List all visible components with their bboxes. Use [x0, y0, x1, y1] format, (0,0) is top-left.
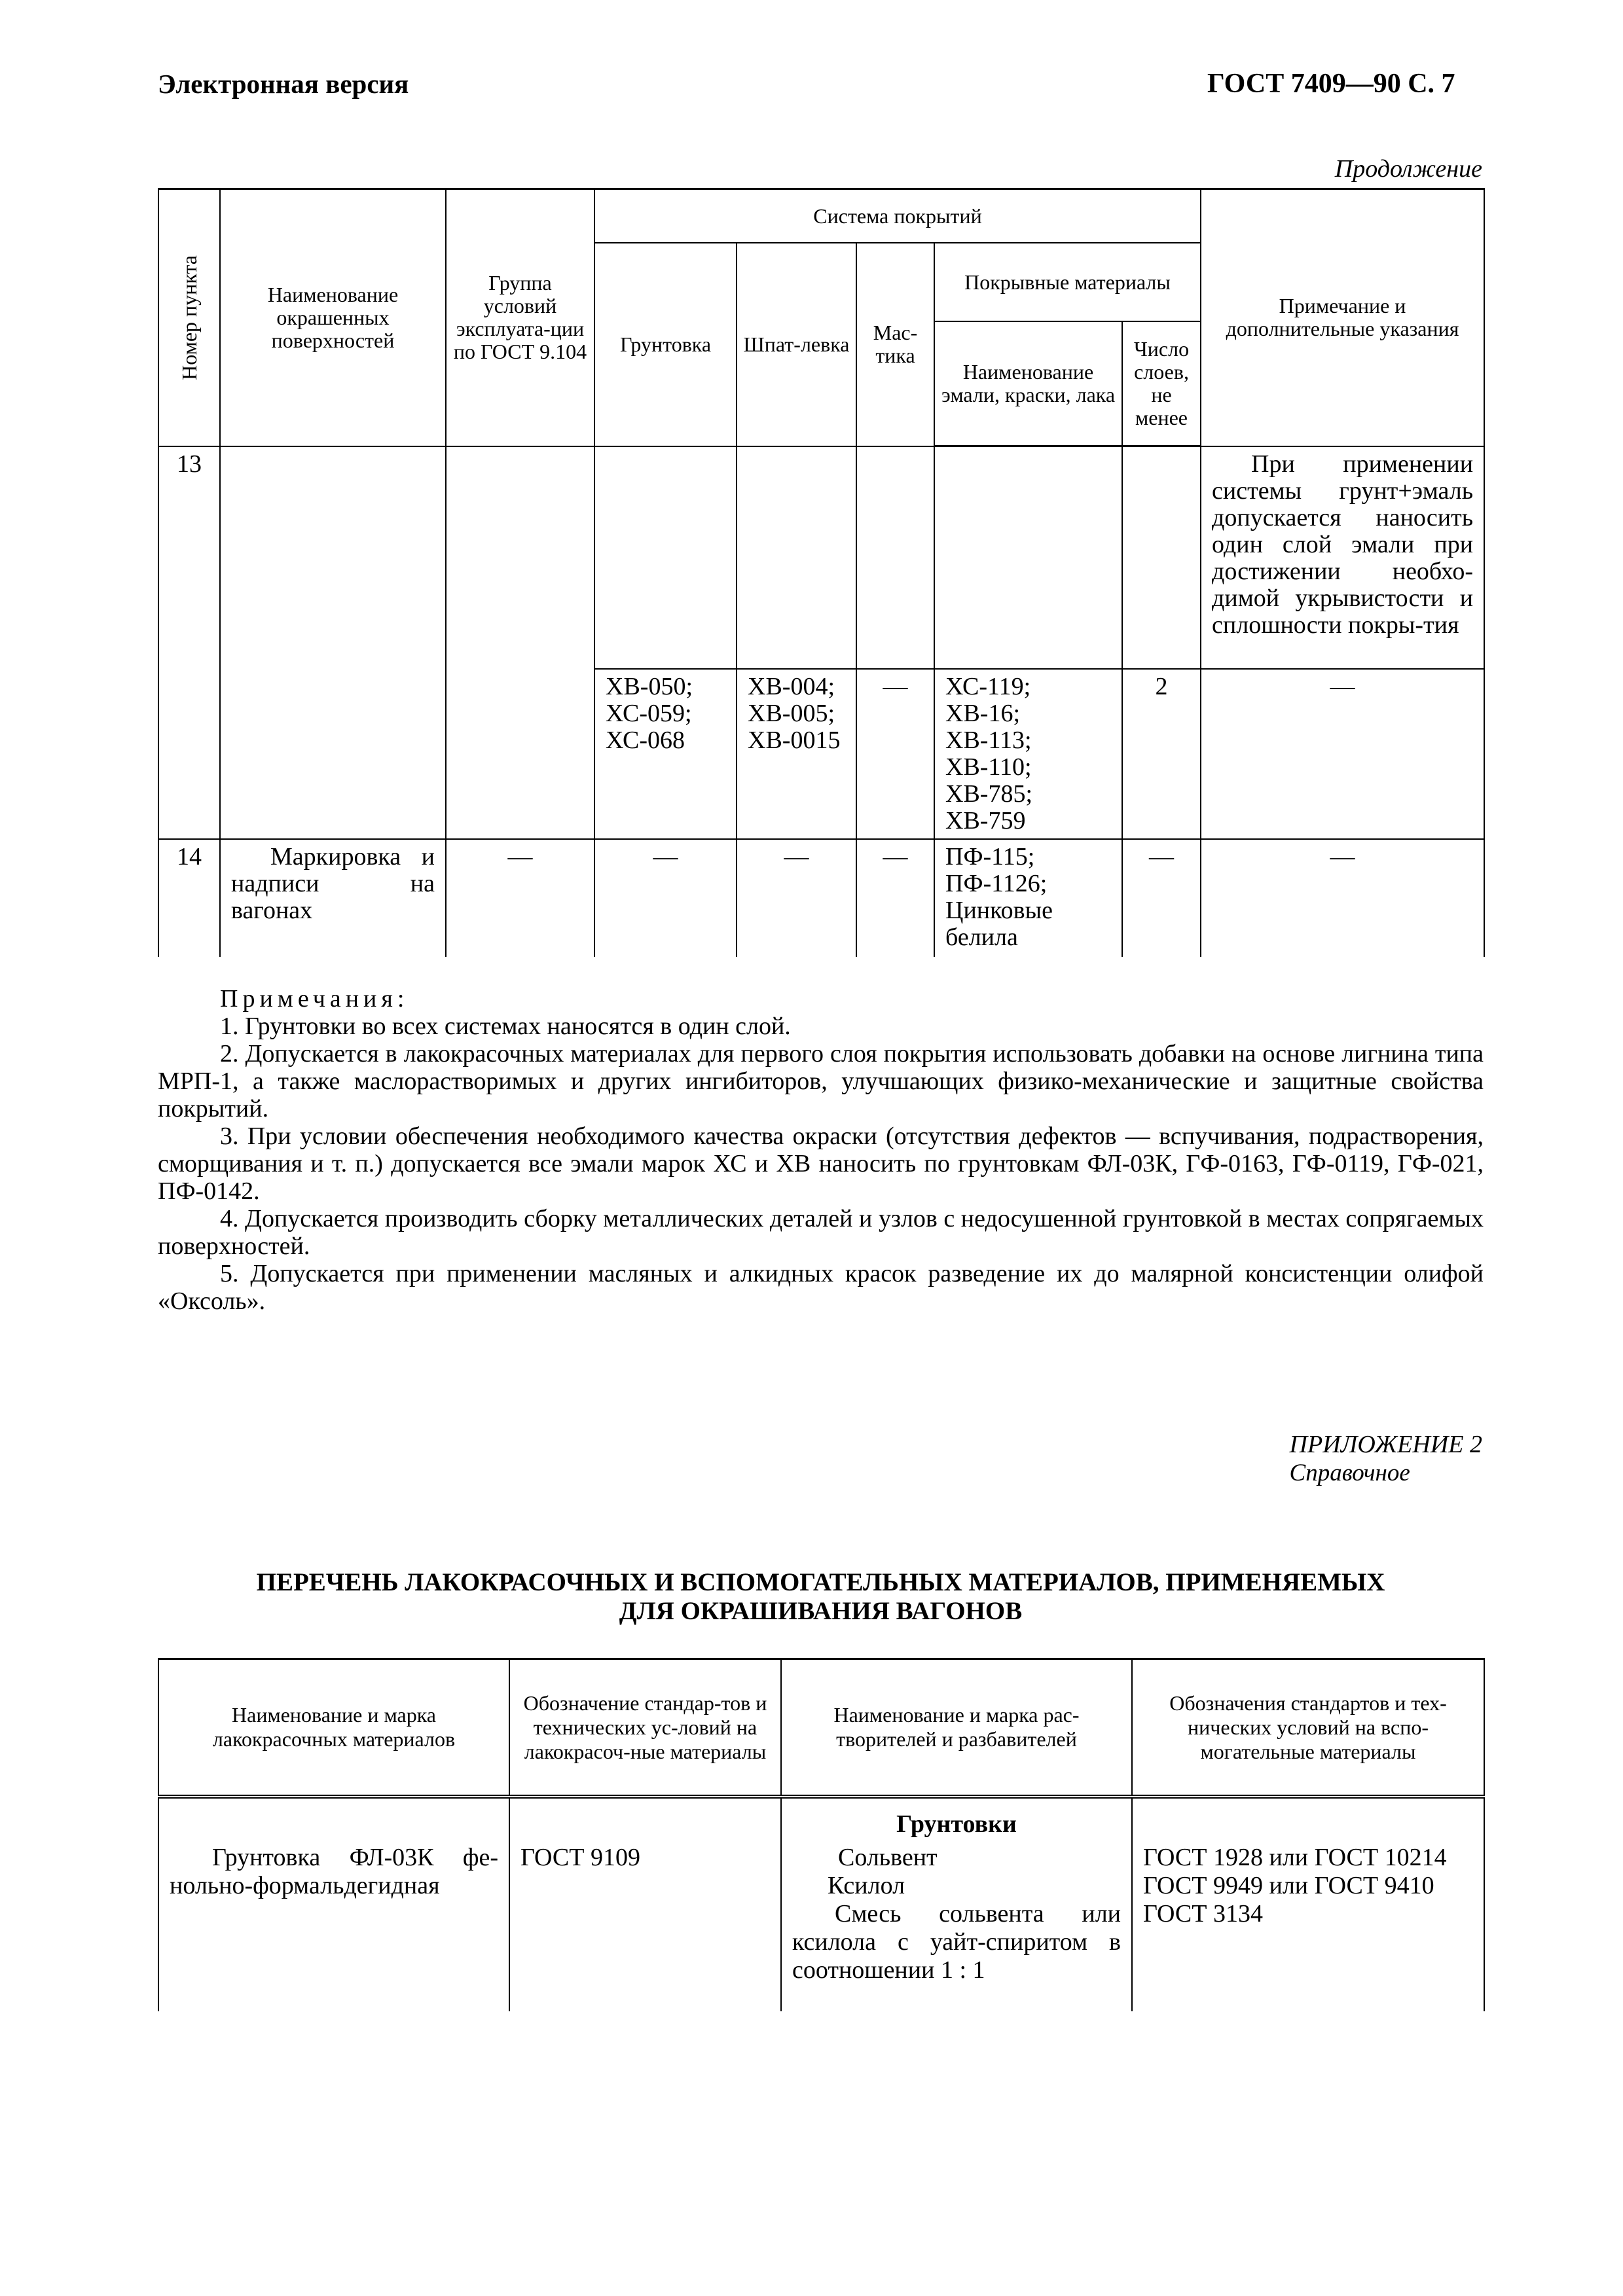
- note-item: 5. Допускается при применении масляных и алкидных красок разведение их до малярной консистенции олифой «Оксоль».: [158, 1260, 1484, 1315]
- col-header-primer: Грунтовка: [594, 243, 737, 446]
- col-header-layers: Число слоев, не менее: [1122, 321, 1201, 446]
- col-header: Наименование и марка рас-творителей и разбавителей: [781, 1659, 1132, 1797]
- appendix-ref: Справочное: [1289, 1460, 1410, 1486]
- aux-item: ГОСТ 3134: [1143, 1900, 1263, 1928]
- header-right: ГОСТ 7409—90 С. 7: [1207, 69, 1455, 99]
- row-solvents: [781, 1841, 1132, 2011]
- col-header-coating: Покрывные материалы: [934, 243, 1201, 321]
- row-coat-name: ХС-119; ХВ-16; ХВ-113; ХВ-110; ХВ-785; ХВ-759: [934, 669, 1122, 839]
- row-mastic: —: [856, 839, 934, 957]
- notes-title: Примечания:: [220, 985, 409, 1013]
- row-coat-name: ПФ-115; ПФ-1126; Цинковые белила: [934, 839, 1122, 957]
- row-note: —: [1201, 669, 1484, 839]
- section-title: Грунтовки: [781, 1797, 1132, 1841]
- appendix-title-line: ДЛЯ ОКРАШИВАНИЯ ВАГОНОВ: [619, 1597, 1023, 1625]
- notes-block: [158, 985, 1484, 1315]
- note-item: 3. При условии обеспечения необходимого качества окраски (отсутствия дефектов — вспучивания, подрастворения, сморщивания и т. п.) допускается все эмали марок ХС и ХВ наносить по грунтовкам ФЛ-03К, ГФ-0163, ГФ-0119, ГФ-021, ПФ-0142.: [158, 1122, 1484, 1205]
- continuation-label: Продолжение: [1334, 155, 1482, 183]
- col-header-group: Группа условий эксплуата-ции по ГОСТ 9.104: [446, 189, 594, 446]
- row-aux: [1132, 1841, 1484, 2011]
- note-item: 2. Допускается в лакокрасочных материалах для первого слоя покрытия использовать добавки на основе лигнина типа МРП-1, а также маслорастворимых и других ингибиторов, улучшающих физико-механические и защитные свойства покрытий.: [158, 1040, 1484, 1122]
- col-header-system: Система покрытий: [594, 189, 1201, 243]
- aux-item: ГОСТ 1928 или ГОСТ 10214: [1143, 1844, 1447, 1871]
- row-note: —: [1201, 839, 1484, 957]
- table-row: [158, 669, 1484, 839]
- col-header-note: Примечание и дополнительные указания: [1201, 189, 1484, 446]
- col-header-coat-name: Наименование эмали, краски, лака: [934, 321, 1122, 446]
- row-layers: 2: [1122, 669, 1201, 839]
- table-row: [158, 839, 1484, 957]
- row-layers: —: [1122, 839, 1201, 957]
- table-row: [158, 446, 1484, 669]
- col-header-name: Наименование окрашенных поверхностей: [220, 189, 446, 446]
- row-name: Грунтовка ФЛ-03К фе-нольно-формальдегидная: [158, 1841, 509, 2011]
- row-putty: —: [737, 839, 856, 957]
- solvent-item: Сольвент: [838, 1844, 938, 1871]
- appendix-label: ПРИЛОЖЕНИЕ 2: [1289, 1431, 1482, 1458]
- row-primer: ХВ-050; ХС-059; ХС-068: [594, 669, 737, 839]
- row-num: 13: [158, 446, 220, 669]
- row-mastic: —: [856, 669, 934, 839]
- coating-systems-table: [158, 188, 1485, 957]
- materials-table: [158, 1658, 1485, 2011]
- appendix-title-line: ПЕРЕЧЕНЬ ЛАКОКРАСОЧНЫХ И ВСПОМОГАТЕЛЬНЫХ МАТЕРИАЛОВ, ПРИМЕНЯЕМЫХ: [256, 1568, 1385, 1596]
- row-std: ГОСТ 9109: [509, 1841, 781, 2011]
- aux-item: ГОСТ 9949 или ГОСТ 9410: [1143, 1872, 1434, 1899]
- col-header-putty: Шпат-левка: [737, 243, 856, 446]
- row-name: Маркировка и надписи на вагонах: [220, 839, 446, 957]
- col-header: Наименование и марка лакокрасочных материалов: [158, 1659, 509, 1797]
- col-header-mastic: Мас-тика: [856, 243, 934, 446]
- row-primer: —: [594, 839, 737, 957]
- solvent-item: Ксилол: [828, 1872, 905, 1899]
- col-header: Обозначение стандар-тов и технических ус-ловий на лакокрасоч-ные материалы: [509, 1659, 781, 1797]
- col-header-num: Номер пункта: [158, 189, 220, 446]
- table-row: [158, 1841, 1484, 2011]
- header-left: Электронная версия: [158, 69, 409, 99]
- row-num: 14: [158, 839, 220, 957]
- section-row: [158, 1797, 1484, 1841]
- appendix-title: [158, 1568, 1484, 1626]
- solvent-item: Смесь сольвента или ксилола с уайт-спиритом в соотношении 1 : 1: [792, 1900, 1121, 1984]
- note-item: 4. Допускается производить сборку металлических деталей и узлов с недосушенной грунтовкой в местах сопрягаемых поверхностей.: [158, 1205, 1484, 1260]
- note-item: 1. Грунтовки во всех системах наносятся в один слой.: [220, 1013, 791, 1040]
- appendix-heading: [1290, 1430, 1482, 1487]
- col-header: Обозначения стандартов и тех-нических условий на вспо-могательные материалы: [1132, 1659, 1484, 1797]
- row-group: —: [446, 839, 594, 957]
- row-note: При применении системы грунт+эмаль допускается наносить один слой эмали при достижении необхо-димой укрывистости и сплошности покры-тия: [1201, 446, 1484, 669]
- row-putty: ХВ-004; ХВ-005; ХВ-0015: [737, 669, 856, 839]
